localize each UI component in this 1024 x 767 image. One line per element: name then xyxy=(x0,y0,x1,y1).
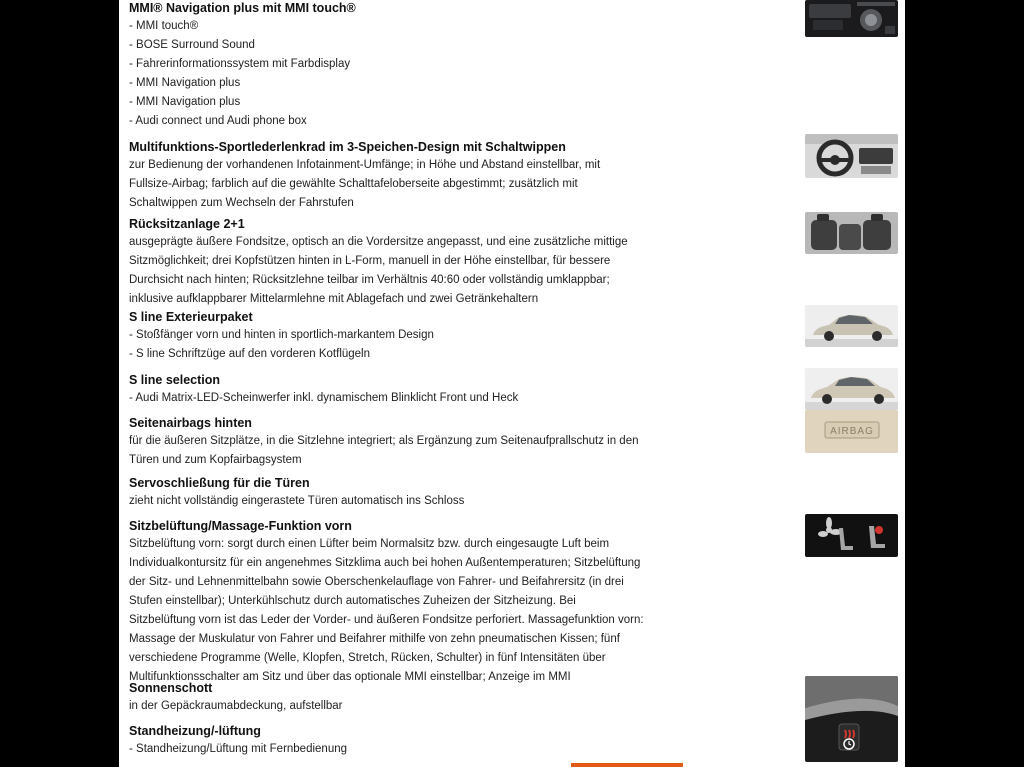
section-s-line-exterior xyxy=(129,308,739,364)
page-footer-accent xyxy=(571,763,683,767)
section-line: - Fahrerinformationssystem mit Farbdisplay xyxy=(129,58,351,70)
section-heading: S line Exterieurpaket xyxy=(129,310,253,324)
section-heading: Multifunktions-Sportlederlenkrad im 3-Speichen-Design mit Schaltwippen xyxy=(129,140,566,154)
seat-ventilation-thumbnail xyxy=(805,514,898,557)
section-side-airbags xyxy=(129,414,739,470)
steering-wheel-thumbnail xyxy=(805,134,898,178)
document-page xyxy=(119,0,905,767)
parking-heater-thumbnail xyxy=(805,676,898,762)
section-line: Individualkontursitz für ein angenehmes Sitzklima auch bei hohen Außentemperaturen; Sitzbelüftung xyxy=(129,557,641,569)
section-line: - MMI Navigation plus xyxy=(129,96,241,108)
section-line: in der Gepäckraumabdeckung, aufstellbar xyxy=(129,700,343,712)
section-line: Sitzbelüftung vorn: sorgt durch einen Lüfter beim Normalsitz bzw. durch eingesaugte Luft beim xyxy=(129,538,610,550)
airbag-label-text: AIRBAG xyxy=(830,426,874,437)
section-line: Durchsicht nach hinten; Rücksitzlehne teilbar im Verhältnis 40:60 oder vollständig umklappbar; xyxy=(129,274,610,286)
section-line: Fullsize-Airbag; farblich auf die gewählte Schalttafeloberseite abgestimmt; zusätzlich mit xyxy=(129,178,578,190)
section-line: Sitzbelüftung vorn ist das Leder der Vorder- und äußeren Fondsitze perforiert. Massagefunktion vorn: xyxy=(129,614,644,626)
section-line: Türen und zum Kopfairbagsystem xyxy=(129,454,302,466)
section-line: - Audi connect und Audi phone box xyxy=(129,115,307,127)
section-line: Massage der Muskulatur von Fahrer und Beifahrer mithilfe von zehn pneumatischen Kissen; fünf xyxy=(129,633,620,645)
rear-seats-thumbnail xyxy=(805,212,898,254)
section-line: der Sitz- und Lehnenmittelbahn sowie Oberschenkelauflage von Fahrer- und Beifahrersitz (in drei xyxy=(129,576,624,588)
section-line: zieht nicht vollständig eingerastete Türen automatisch ins Schloss xyxy=(129,495,465,507)
section-heading: Sitzbelüftung/Massage-Funktion vorn xyxy=(129,519,352,533)
section-line: - S line Schriftzüge auf den vorderen Kotflügeln xyxy=(129,348,371,360)
section-line: - Stoßfänger vorn und hinten in sportlich-markantem Design xyxy=(129,329,434,341)
section-line: - Audi Matrix-LED-Scheinwerfer inkl. dynamischem Blinklicht Front und Heck xyxy=(129,392,519,404)
section-sunshade xyxy=(129,679,739,716)
section-heading: MMI® Navigation plus mit MMI touch® xyxy=(129,1,356,15)
section-mmi-navigation xyxy=(129,0,739,131)
section-line: Sitzmöglichkeit; drei Kopfstützen hinten in L-Form, manuell in der Höhe einstellbar, für bessere xyxy=(129,255,611,267)
section-line: für die äußeren Sitzplätze, in die Sitzlehne integriert; als Ergänzung zum Seitenaufprallschutz in den xyxy=(129,435,639,447)
section-line: verschiedene Programme (Welle, Klopfen, Stretch, Rücken, Schulter) in fünf Intensitäten über xyxy=(129,652,606,664)
mmi-console-thumbnail xyxy=(805,0,898,37)
section-line: Schaltwippen zum Wechseln der Fahrstufen xyxy=(129,197,354,209)
section-heading: S line selection xyxy=(129,373,221,387)
section-line: Multifunktionsschalter am Sitz und über das optionale MMI einstellbar; Anzeige im MMI xyxy=(129,671,571,683)
section-line: ausgeprägte äußere Fondsitze, optisch an die Vordersitze angepasst, und eine zusätzliche mittige xyxy=(129,236,628,248)
section-heading: Seitenairbags hinten xyxy=(129,416,252,430)
section-parking-heater xyxy=(129,722,739,759)
section-steering-wheel xyxy=(129,138,739,213)
section-heading: Standheizung/-lüftung xyxy=(129,724,261,738)
section-heading: Sonnenschott xyxy=(129,681,213,695)
section-heading: Servoschließung für die Türen xyxy=(129,476,310,490)
car-exterior-thumbnail xyxy=(805,305,898,347)
airbag-label-thumbnail xyxy=(805,410,898,453)
section-line: - BOSE Surround Sound xyxy=(129,39,255,51)
section-line: - MMI touch® xyxy=(129,20,199,32)
section-s-line-selection xyxy=(129,371,739,408)
section-line: inklusive aufklappbarer Mittelarmlehne mit Ablagefach und zwei Getränkehaltern xyxy=(129,293,539,305)
section-heading: Rücksitzanlage 2+1 xyxy=(129,217,245,231)
section-rear-seats xyxy=(129,215,739,309)
section-seat-ventilation xyxy=(129,517,739,687)
section-line: - Standheizung/Lüftung mit Fernbedienung xyxy=(129,743,348,755)
car-exterior-thumbnail xyxy=(805,368,898,410)
section-line: Stufen einstellbar); Unterkühlschutz durch automatisches Zuheizen der Sitzheizung. Bei xyxy=(129,595,576,607)
section-soft-close xyxy=(129,474,739,511)
section-line: zur Bedienung der vorhandenen Infotainment-Umfänge; in Höhe und Abstand einstellbar, mit xyxy=(129,159,601,171)
section-line: - MMI Navigation plus xyxy=(129,77,241,89)
